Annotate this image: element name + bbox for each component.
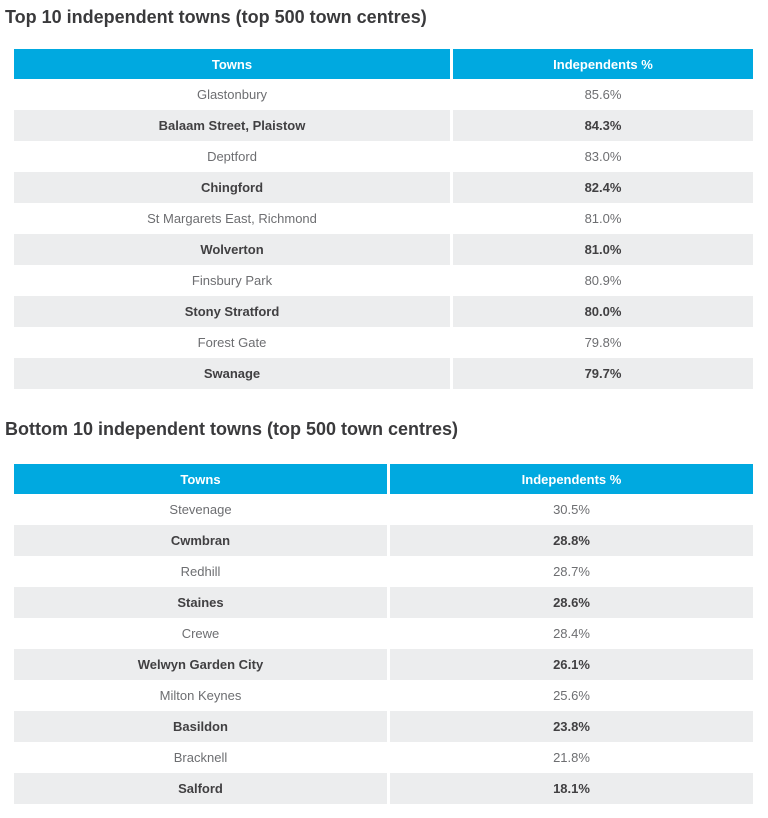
value-cell: 25.6% xyxy=(387,680,753,711)
bottom10-header-independents: Independents % xyxy=(387,464,753,494)
bottom10-header-towns: Towns xyxy=(180,471,221,487)
town-cell: Stony Stratford xyxy=(184,304,280,319)
table-row xyxy=(14,711,753,742)
value-cell: 84.3% xyxy=(450,110,753,141)
value-cell: 80.9% xyxy=(450,265,753,296)
value-cell: 23.8% xyxy=(387,711,753,742)
value-cell: 26.1% xyxy=(387,649,753,680)
bottom10-table-body xyxy=(14,494,753,804)
value-cell: 30.5% xyxy=(387,494,753,525)
table-row xyxy=(14,265,753,296)
value-cell: 28.7% xyxy=(387,556,753,587)
town-cell: Cwmbran xyxy=(170,533,231,548)
value-cell: 82.4% xyxy=(450,172,753,203)
town-cell: Bracknell xyxy=(173,750,228,765)
table-row xyxy=(14,358,753,389)
town-cell: Milton Keynes xyxy=(159,688,242,703)
table-row xyxy=(14,79,753,110)
town-cell: Deptford xyxy=(207,149,257,164)
value-cell: 28.8% xyxy=(387,525,753,556)
top10-header-towns: Towns xyxy=(211,56,253,72)
value-cell: 85.6% xyxy=(450,79,753,110)
town-cell: Redhill xyxy=(180,564,221,579)
town-cell: St Margarets East, Richmond xyxy=(147,211,317,226)
town-cell: Staines xyxy=(177,595,224,610)
town-cell: Basildon xyxy=(173,719,228,734)
table-row xyxy=(14,172,753,203)
town-cell: Balaam Street, Plaistow xyxy=(158,118,306,133)
town-cell: Finsbury Park xyxy=(191,273,273,288)
table-row xyxy=(14,327,753,358)
bottom10-table-header-row xyxy=(14,464,753,494)
town-cell: Wolverton xyxy=(200,242,264,257)
top10-table-body xyxy=(14,79,753,389)
top10-table-header-row xyxy=(14,49,753,79)
table-row xyxy=(14,649,753,680)
top10-table xyxy=(14,49,753,389)
value-cell: 83.0% xyxy=(450,141,753,172)
town-cell: Swanage xyxy=(203,366,261,381)
value-cell: 80.0% xyxy=(450,296,753,327)
value-cell: 79.8% xyxy=(450,327,753,358)
value-cell: 79.7% xyxy=(450,358,753,389)
table-row xyxy=(14,680,753,711)
table-row xyxy=(14,587,753,618)
town-cell: Glastonbury xyxy=(196,87,268,102)
table-row xyxy=(14,773,753,804)
value-cell: 81.0% xyxy=(450,203,753,234)
top10-header-independents: Independents % xyxy=(450,49,753,79)
table-row xyxy=(14,742,753,773)
town-cell: Stevenage xyxy=(169,502,232,517)
table-row xyxy=(14,556,753,587)
town-cell: Welwyn Garden City xyxy=(137,657,264,672)
value-cell: 28.6% xyxy=(387,587,753,618)
bottom10-table xyxy=(14,464,753,804)
value-cell: 18.1% xyxy=(387,773,753,804)
bottom10-section-title: Bottom 10 independent towns (top 500 town centres) xyxy=(5,419,459,439)
value-cell: 28.4% xyxy=(387,618,753,649)
table-row xyxy=(14,525,753,556)
table-row xyxy=(14,141,753,172)
town-cell: Forest Gate xyxy=(197,335,267,350)
table-row xyxy=(14,296,753,327)
value-cell: 21.8% xyxy=(387,742,753,773)
table-row xyxy=(14,110,753,141)
town-cell: Salford xyxy=(178,781,223,796)
value-cell: 81.0% xyxy=(450,234,753,265)
table-row xyxy=(14,494,753,525)
table-row xyxy=(14,234,753,265)
table-row xyxy=(14,618,753,649)
top10-section-title: Top 10 independent towns (top 500 town centres) xyxy=(5,7,427,27)
table-row xyxy=(14,203,753,234)
town-cell: Crewe xyxy=(181,626,220,641)
town-cell: Chingford xyxy=(200,180,264,195)
